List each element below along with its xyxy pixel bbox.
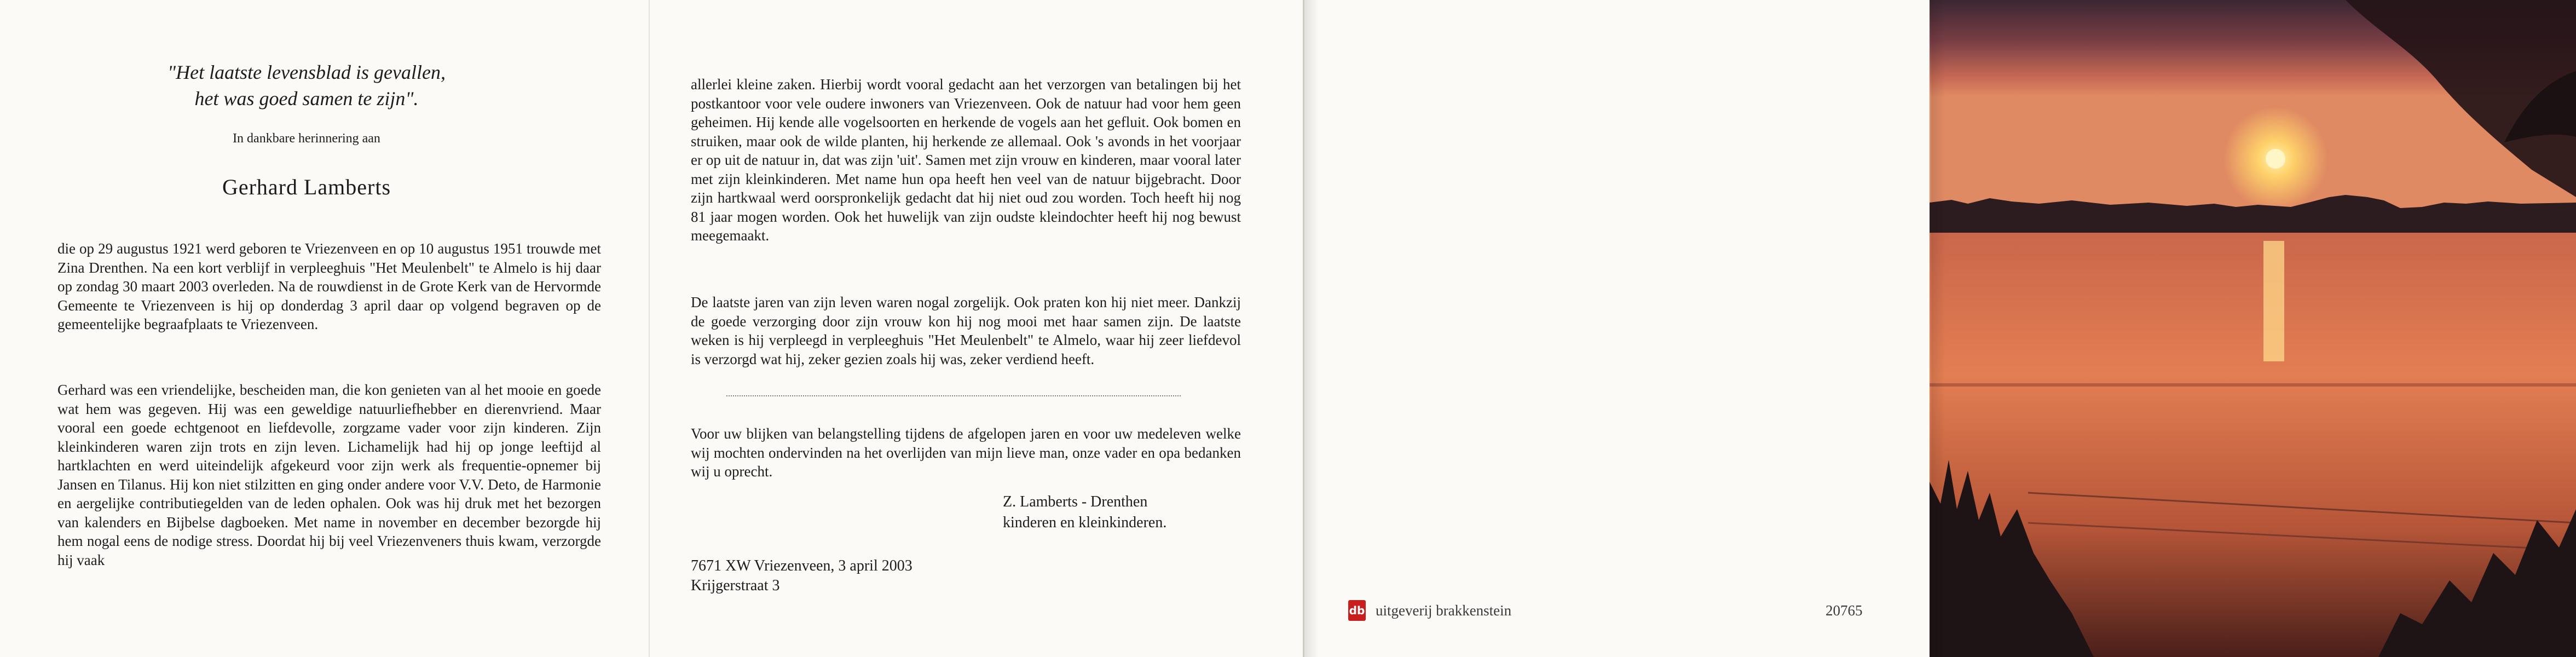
deceased-name: Gerhard Lamberts — [222, 175, 391, 199]
paragraph-5: Voor uw blijken van belangstelling tijdens de afgelopen jaren en voor uw medeleven welke wij mochten ondervinden na het overlijden van mijn lieve man, onze vader en opa bedanken wij u oprecht. — [691, 425, 1241, 480]
memorial-quote — [137, 59, 476, 112]
signature — [1003, 492, 1166, 533]
quote-line-1: "Het laatste levensblad is gevallen, — [168, 61, 446, 83]
address — [691, 556, 912, 596]
paragraph-3: allerlei kleine zaken. Hierbij wordt vooral gedacht aan het verzorgen van betalingen bij het postkantoor voor vele oudere inwoners van Vriezenveen. Ook de natuur had voor hem geen geheimen. Hij kende alle vogelsoorten en herkende de vogels aan het gefluit. Ook bomen en struiken, maar ook de wilde planten, hij herkende ze allemaal. Ook 's avonds in het voorjaar er op uit de natuur in, dat was zijn 'uit'. Samen met zijn vrouw en kinderen, maar vooral later met zijn kleinkinderen. Met name hun opa heeft hen veel van de natuur bijgebracht. Door zijn hartkwaal werd oorspronkelijk gedacht dat hij niet oud zou worden. Toch heeft hij nog 81 jaar mogen worden. Ook het huwelijk van zijn oudste kleindochter heeft hij nog bewust meegemaakt. — [691, 76, 1241, 244]
db-logo-icon: db — [1348, 600, 1366, 621]
signature-line-2: kinderen en kleinkinderen. — [1003, 514, 1167, 531]
paragraph-4: De laatste jaren van zijn leven waren nogal zorgelijk. Ook praten kon hij niet meer. Dankzij de goede verzorging door zijn vrouw kon hij nog mooi met haar samen zijn. De laatste weken is hij verpleegd in verpleeghuis "Het Meulenbelt" te Almelo, waar hij zeer liefdevol is verzorgd wat hij, zeker gezien zoals hij was, zeker verdiend heeft. — [691, 294, 1241, 367]
publisher-name: uitgeverij brakkenstein — [1376, 602, 1512, 619]
address-line-2: Krijgerstraat 3 — [691, 577, 780, 594]
paragraph-2: Gerhard was een vriendelijke, bescheiden man, die kon genieten van al het mooie en goede wat hem was gegeven. Hij was een geweldige natuurliefhebber en dierenvriend. Maar vooral een goede echtgenoot en liefdevolle, zorgzame vader voor zijn kinderen. Zijn kleinkinderen waren zijn trots en zijn leven. Lichamelijk had hij op jonge leeftijd al hartklachten en werd uiteindelijk afgekeurd voor zijn werk als frequentie-opnemer bij Jansen en Tilanus. Hij kon niet stilzitten en ging onder andere voor V.V. Deto, de Harmonie en aergelijke contributiegelden van de leden ophalen. Ook was hij druk met het bezorgen van kalenders en Bijbelse dagboeken. Met name in november en december bezorgde hij hem nogal eens de nodige stress. Doordat hij bij veel Vriezenveners thuis kwam, verzorgde hij vaak — [57, 382, 601, 568]
sunset-lake-photo — [1930, 0, 2576, 657]
panel-left — [0, 0, 649, 657]
panel-back — [1303, 0, 1931, 657]
memory-line: In dankbare herinnering aan — [233, 131, 380, 146]
panel-middle — [649, 0, 1304, 657]
fold-shadow — [1304, 0, 1319, 657]
quote-line-2: het was goed samen te zijn". — [194, 88, 419, 110]
paragraph-1: die op 29 augustus 1921 werd geboren te Vriezenveen en op 10 augustus 1951 trouwde met Zina Drenthen. Na een kort verblijf in verpleeghuis "Het Meulenbelt" te Almelo is hij daar op zondag 30 maart 2003 overleden. Na de rouwdienst in de Grote Kerk van de Hervormde Gemeente te Vriezenveen is hij op donderdag 3 april daar op volgend begraven op de gemeentelijke begraafplaats te Vriezenveen. — [57, 240, 601, 332]
product-code: 20765 — [1826, 602, 1863, 619]
dotted-divider — [726, 395, 1181, 396]
sun — [2266, 149, 2285, 169]
signature-line-1: Z. Lamberts - Drenthen — [1003, 493, 1148, 510]
publisher — [1348, 600, 1511, 621]
fold-shadow — [1931, 0, 1945, 657]
address-line-1: 7671 XW Vriezenveen, 3 april 2003 — [691, 557, 912, 574]
